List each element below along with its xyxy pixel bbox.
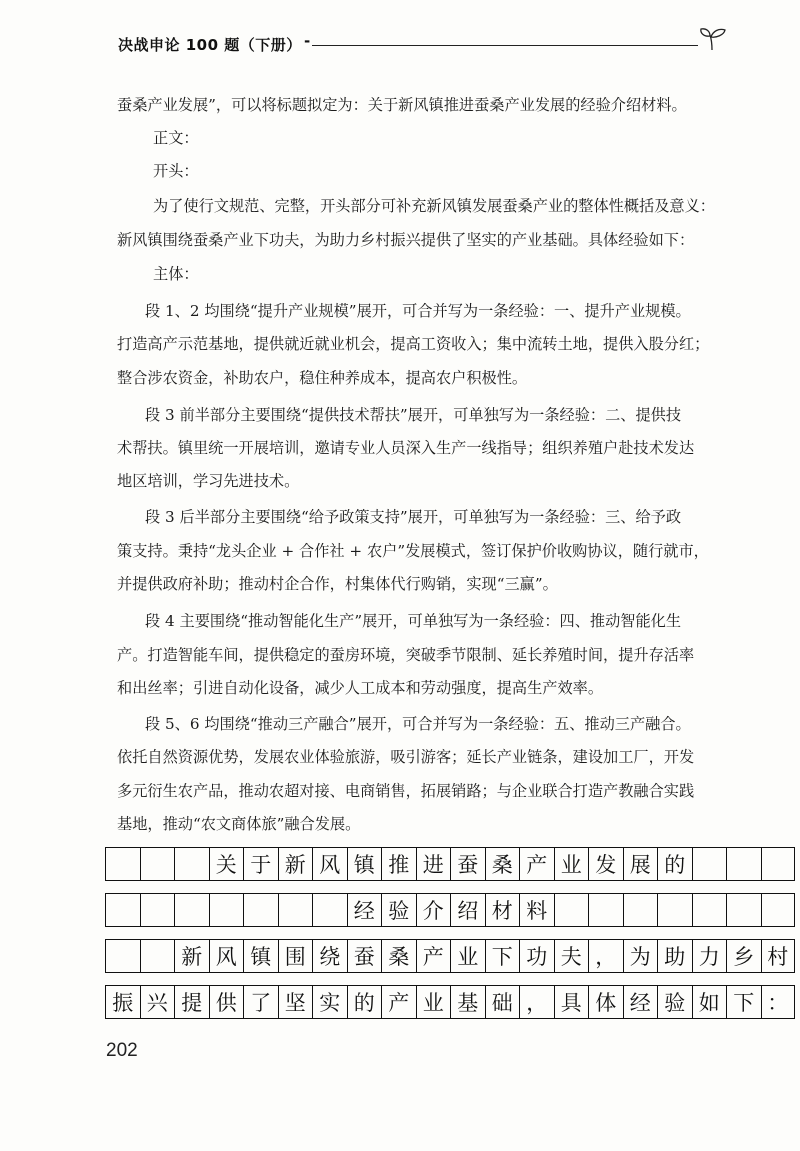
grid-cell: 础 [485,985,520,1019]
text-line: 并提供政府补助；推动村企合作，村集体代行购销，实现“三赢”。 [117,575,558,593]
grid-cell: 坚 [278,985,313,1019]
grid-cell: 功 [519,939,554,973]
grid-cell: ， [519,985,554,1019]
grid-cell [692,847,727,881]
text-line: 蚕桑产业发展”，可以将标题拟定为：关于新风镇推进蚕桑产业发展的经验介绍材料。 [117,96,687,114]
grid-cell: 桑 [381,939,416,973]
grid-cell [692,893,727,927]
page-number: 202 [106,1040,138,1061]
grid-cell: 经 [623,985,658,1019]
text-line: 主体： [153,265,199,283]
grid-cell: 料 [519,893,554,927]
grid-cell: 业 [416,985,451,1019]
text-line: 基地，推动“农文商体旅”融合发展。 [117,815,361,833]
grid-cell: 夫 [554,939,589,973]
grid-cell: 产 [416,939,451,973]
grid-cell: 为 [623,939,658,973]
text-line: 段 5、6 均围绕“推动三产融合”展开，可合并写为一条经验：五、推动三产融合。 [145,715,691,733]
sprout-icon [698,26,728,52]
grid-row-4 [105,985,795,1019]
grid-cell: 新 [278,847,313,881]
text-line: 段 3 前半部分主要围绕“提供技术帮扶”展开，可单独写为一条经验：二、提供技 [145,406,682,424]
grid-cell: 业 [554,847,589,881]
text-line: 为了使行文规范、完整，开头部分可补充新风镇发展蚕桑产业的整体性概括及意义： [153,197,715,215]
text-line: 正文： [153,129,199,147]
grid-cell: 蚕 [450,847,485,881]
grid-cell: 的 [347,985,382,1019]
grid-cell [209,893,244,927]
grid-cell [312,893,347,927]
grid-cell: 产 [381,985,416,1019]
grid-cell: 如 [692,985,727,1019]
text-line: 段 1、2 均围绕“提升产业规模”展开，可合并写为一条经验：一、提升产业规模。 [145,302,691,320]
grid-cell: 推 [381,847,416,881]
grid-cell: 乡 [726,939,761,973]
grid-cell: 验 [657,985,692,1019]
grid-cell: 镇 [347,847,382,881]
grid-cell: 业 [450,939,485,973]
grid-cell: 介 [416,893,451,927]
grid-cell: ： [761,985,796,1019]
grid-cell: 围 [278,939,313,973]
grid-cell: 下 [485,939,520,973]
grid-cell: 提 [174,985,209,1019]
grid-cell: 具 [554,985,589,1019]
grid-cell [657,893,692,927]
grid-cell: 关 [209,847,244,881]
grid-cell: 了 [243,985,278,1019]
grid-cell: 体 [588,985,623,1019]
grid-cell: 供 [209,985,244,1019]
text-line: 段 4 主要围绕“推动智能化生产”展开，可单独写为一条经验：四、推动智能化生 [145,612,682,630]
grid-cell [140,893,175,927]
grid-cell [105,939,140,973]
grid-cell [726,847,761,881]
grid-cell [623,893,658,927]
text-line: 地区培训，学习先进技术。 [117,472,300,490]
grid-cell: 产 [519,847,554,881]
grid-cell [105,847,140,881]
grid-cell [761,847,796,881]
grid-cell: 实 [312,985,347,1019]
text-line: 新风镇围绕蚕桑产业下功夫，为助力乡村振兴提供了坚实的产业基础。具体经验如下： [117,231,695,249]
text-line: 多元衍生农产品，推动农超对接、电商销售，拓展销路；与企业联合打造产教融合实践 [117,782,695,800]
grid-cell: 力 [692,939,727,973]
grid-cell [140,847,175,881]
grid-cell: 材 [485,893,520,927]
text-line: 术帮扶。镇里统一开展培训，邀请专业人员深入生产一线指导；组织养殖户赴技术发达 [117,439,695,457]
grid-cell: 下 [726,985,761,1019]
header-rule [312,45,698,46]
text-line: 段 3 后半部分主要围绕“给予政策支持”展开，可单独写为一条经验：三、给予政 [145,508,682,526]
grid-cell [174,847,209,881]
grid-cell: 验 [381,893,416,927]
grid-cell: 村 [761,939,796,973]
grid-cell: 桑 [485,847,520,881]
grid-cell: 基 [450,985,485,1019]
grid-cell: 经 [347,893,382,927]
grid-cell [140,939,175,973]
grid-cell: 进 [416,847,451,881]
grid-cell [726,893,761,927]
grid-cell: 绍 [450,893,485,927]
book-title: 决战申论 100 题（下册） [118,36,302,54]
text-line: 依托自然资源优势，发展农业体验旅游，吸引游客；延长产业链条，建设加工厂，开发 [117,748,695,766]
grid-cell: 绕 [312,939,347,973]
grid-cell [243,893,278,927]
grid-cell: 风 [209,939,244,973]
text-line: 打造高产示范基地，提供就近就业机会，提高工资收入；集中流转土地，提供入股分红； [117,335,710,353]
text-line: 开头： [153,162,199,180]
grid-cell: 助 [657,939,692,973]
text-line: 策支持。秉持“龙头企业 + 合作社 + 农户”发展模式，签订保护价收购协议，随行就市， [117,542,709,560]
grid-cell [174,893,209,927]
text-line: 产。打造智能车间，提供稳定的蚕房环境，突破季节限制、延长养殖时间，提升存活率 [117,646,695,664]
grid-row-2 [105,893,795,927]
grid-cell: 兴 [140,985,175,1019]
grid-cell: 新 [174,939,209,973]
grid-cell [588,893,623,927]
grid-cell: 于 [243,847,278,881]
grid-cell: 风 [312,847,347,881]
grid-cell: 发 [588,847,623,881]
grid-cell [278,893,313,927]
grid-cell: 的 [657,847,692,881]
header-dash-text: - [304,32,311,50]
grid-cell: 蚕 [347,939,382,973]
grid-cell: ， [588,939,623,973]
grid-row-1 [105,847,795,881]
text-line: 和出丝率；引进自动化设备，减少人工成本和劳动强度，提高生产效率。 [117,679,603,697]
grid-cell [105,893,140,927]
grid-cell: 展 [623,847,658,881]
grid-cell [554,893,589,927]
grid-cell: 镇 [243,939,278,973]
grid-cell [761,893,796,927]
grid-row-3 [105,939,795,973]
text-line: 整合涉农资金，补助农户，稳住种养成本，提高农户积极性。 [117,369,528,387]
grid-cell: 振 [105,985,140,1019]
